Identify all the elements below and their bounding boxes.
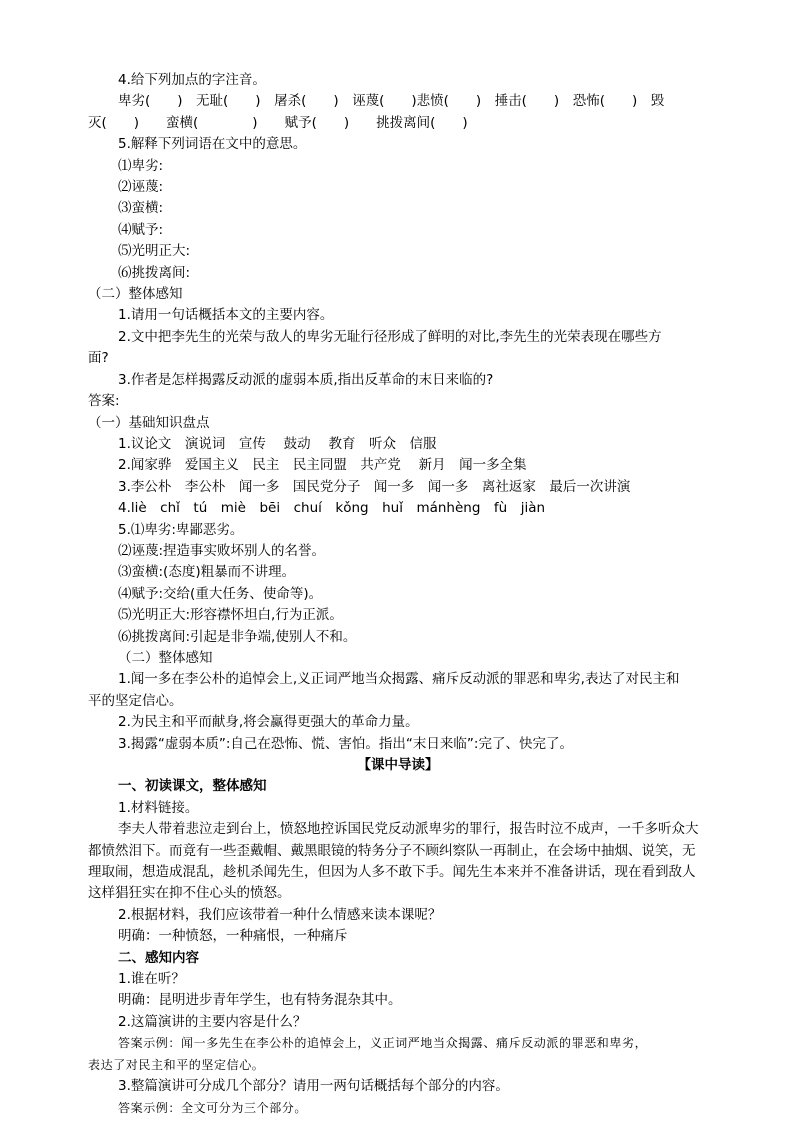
answer-line: ⑹挑拨离间:引起是非争端,使别人不和。 (118, 628, 357, 645)
q4-line1: 卑劣( ) 无耻( ) 屠杀( ) 诬蔑( )悲愤( ) 捶击( ) 恐怖( ) 毁 (118, 93, 665, 110)
guide-part2: 二、感知内容 (118, 949, 199, 966)
q5-item: ⑸光明正大: (118, 243, 191, 260)
answer-line: 3.揭露“虚弱本质”:自己在恐怖、慌、害怕。指出“末日来临”:完了、快完了。 (118, 735, 573, 752)
guide-q2: 2.根据材料，我们应该带着一种什么情感来读本课呢？ (118, 906, 442, 923)
guide-part1: 一、初读课文，整体感知 (118, 778, 267, 795)
answer-line: 5.⑴卑劣:卑鄙恶劣。 (118, 521, 244, 538)
q4-line2: 灭( ) 蛮横( ) 赋予( ) 挑拨离间( ) (88, 114, 468, 131)
guide-who-answer: 明确：昆明进步青年学生，也有特务混杂其中。 (118, 992, 402, 1009)
guide-q2-answer: 明确：一种愤怒，一种痛恨，一种痛斥 (118, 928, 348, 945)
sec2-q2: 2.文中把李先生的光荣与敌人的卑劣无耻行径形成了鲜明的对比,李先生的光荣表现在哪些方 (118, 328, 662, 345)
answer-line-cont: 平的坚定信心。 (88, 692, 183, 709)
q5-item: ⑶蛮横: (118, 200, 164, 217)
answer-line: ⑷赋予:交给(重大任务、使命等)。 (118, 585, 323, 602)
q4-title: 4.给下列加点的字注音。 (118, 72, 266, 88)
document-page (88, 70, 708, 1119)
q5-item: ⑵诬蔑: (118, 179, 164, 196)
answer-line: ⑵诬蔑:捏造事实败坏别人的名誉。 (118, 542, 326, 559)
guide-title: 【课中导读】 (357, 757, 439, 773)
guide-parts-answer: 答案示例：全文可分为三个部分。 (118, 1100, 308, 1115)
sec2-q1: 1.请用一句话概括本文的主要内容。 (118, 307, 334, 324)
q5-item: ⑹挑拨离间: (118, 264, 191, 281)
section-heading: （二）整体感知 (88, 286, 183, 303)
answers-label: 答案: (88, 393, 120, 410)
guide-who: 1.谁在听？ (118, 971, 185, 988)
answer-line: 1.闻一多在李公朴的追悼会上,义正词严地当众揭露、痛斥反动派的罪恶和卑劣,表达了对民主和 (118, 671, 680, 688)
q5-title: 5.解释下列词语在文中的意思。 (118, 136, 307, 153)
answer-pinyin: 4.liè chǐ tú miè bēi chuí kǒng huǐ mánhèng fù jiàn (118, 500, 546, 517)
sec2-q2-cont: 面? (88, 350, 109, 367)
guide-main: 2.这篇演讲的主要内容是什么？ (118, 1013, 307, 1030)
answer-line: 1.议论文 演说词 宣传 鼓动 教育 听众 信服 (118, 435, 437, 452)
answer-line: ⑸光明正大:形容襟怀坦白,行为正派。 (118, 607, 343, 624)
guide-link: 1.材料链接。 (118, 799, 199, 816)
guide-parts: 3.整篇演讲可分成几个部分？请用一两句话概括每个部分的内容。 (118, 1078, 509, 1095)
guide-main-answer: 答案示例：闻一多先生在李公朴的追悼会上，义正词严地当众揭露、痛斥反动派的罪恶和卑劣， (118, 1036, 648, 1051)
sec2-q3: 3.作者是怎样揭露反动派的虚弱本质,指出反革命的末日来临的? (118, 371, 494, 388)
answer-line: 2.为民主和平而献身,将会赢得更强大的革命力量。 (118, 714, 419, 731)
guide-paragraph-text: 李夫人带着悲泣走到台上，愤怒地控诉国民党反动派卑劣的罪行，报告时泣不成声，一千多听众大都愤然泪下。而竟有一些歪戴帽、戴黑眼镜的特务分子不顾纠察队一再制止，在会场中抽烟、说笑，无理取闹，想造成混乱，趁机杀闻先生，但因为人多不敢下手。闻先生本来并不准备讲话，现在看到敌人这样猖狂实在抑不住心头的愤怒。 (88, 821, 699, 902)
answer-line: 3.李公朴 李公朴 闻一多 国民党分子 闻一多 闻一多 离社返家 最后一次讲演 (118, 478, 631, 495)
answers-heading: （二）整体感知 (118, 649, 213, 666)
answer-line: 2.闻家骅 爱国主义 民主 民主同盟 共产党 新月 闻一多全集 (118, 457, 527, 474)
q5-item: ⑴卑劣: (118, 157, 164, 174)
guide-paragraph (88, 819, 708, 905)
q5-item: ⑷赋予: (118, 221, 164, 238)
answers-heading: （一）基础知识盘点 (88, 414, 210, 431)
answer-line: ⑶蛮横:(态度)粗暴而不讲理。 (118, 564, 296, 581)
guide-main-answer-cont: 表达了对民主和平的坚定信心。 (88, 1057, 265, 1072)
